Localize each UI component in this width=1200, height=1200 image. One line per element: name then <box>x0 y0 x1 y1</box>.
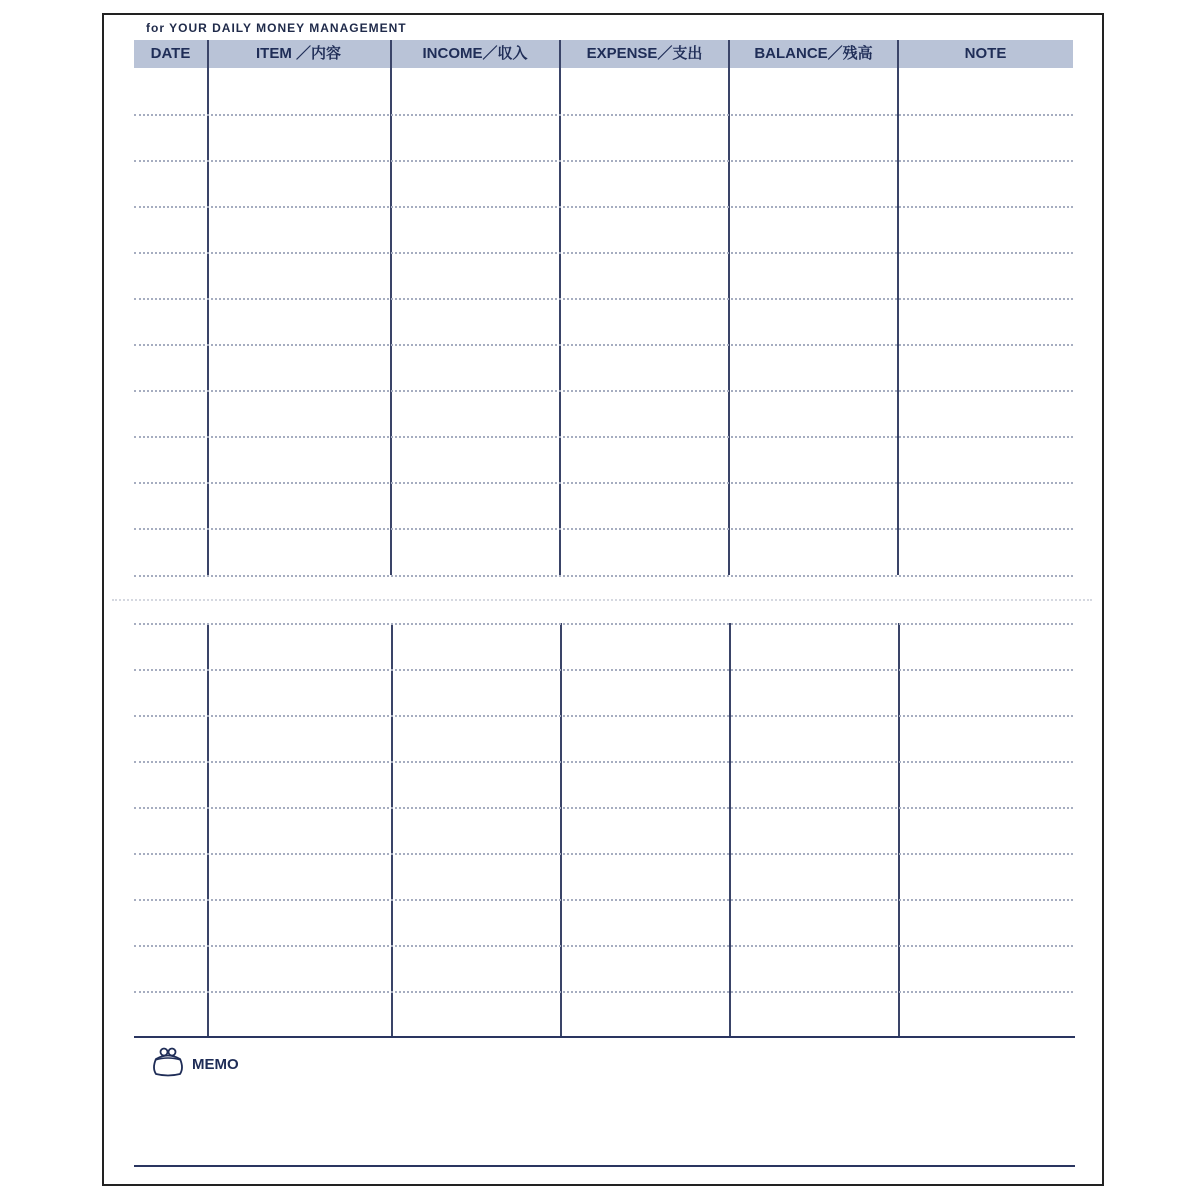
column-item: ITEM ／内容 <box>256 45 341 62</box>
column-balance: BALANCE／残高 <box>754 45 873 62</box>
column-date: DATE <box>150 45 191 62</box>
ruled-line <box>134 482 1073 484</box>
ruled-line <box>134 899 1073 901</box>
ruled-line <box>134 991 1073 993</box>
memo-label: MEMO <box>192 1056 239 1073</box>
column-divider <box>207 40 209 575</box>
ruled-line <box>134 575 1073 577</box>
column-divider <box>898 623 900 1038</box>
ruled-line <box>134 298 1073 300</box>
ruled-line <box>134 761 1073 763</box>
ruled-line <box>134 528 1073 530</box>
ruled-line <box>134 623 1073 625</box>
column-expense: EXPENSE／支出 <box>586 45 703 62</box>
ruled-line <box>134 715 1073 717</box>
ruled-line <box>134 436 1073 438</box>
column-divider <box>390 40 392 575</box>
ruled-line <box>134 344 1073 346</box>
fold-line <box>112 599 1092 601</box>
ruled-line <box>134 160 1073 162</box>
memo-section <box>150 1046 239 1083</box>
column-divider <box>207 623 209 1038</box>
column-divider <box>391 623 393 1038</box>
ruled-line <box>134 206 1073 208</box>
ruled-line <box>134 945 1073 947</box>
column-income: INCOME／収入 <box>422 45 528 62</box>
ruled-line <box>134 114 1073 116</box>
coin-purse-icon <box>150 1046 186 1083</box>
page-subtitle: for YOUR DAILY MONEY MANAGEMENT <box>146 21 407 35</box>
ruled-line <box>134 853 1073 855</box>
ruled-line <box>134 390 1073 392</box>
ruled-line <box>134 252 1073 254</box>
column-divider <box>559 40 561 575</box>
ruled-line <box>134 669 1073 671</box>
memo-bottom-rule <box>134 1165 1075 1167</box>
column-divider <box>560 623 562 1038</box>
column-divider <box>897 40 899 575</box>
column-divider <box>729 623 731 1038</box>
ruled-line <box>134 807 1073 809</box>
column-divider <box>728 40 730 575</box>
table-header <box>134 40 1073 68</box>
column-note: NOTE <box>964 45 1007 62</box>
table-bottom-rule <box>134 1036 1075 1038</box>
